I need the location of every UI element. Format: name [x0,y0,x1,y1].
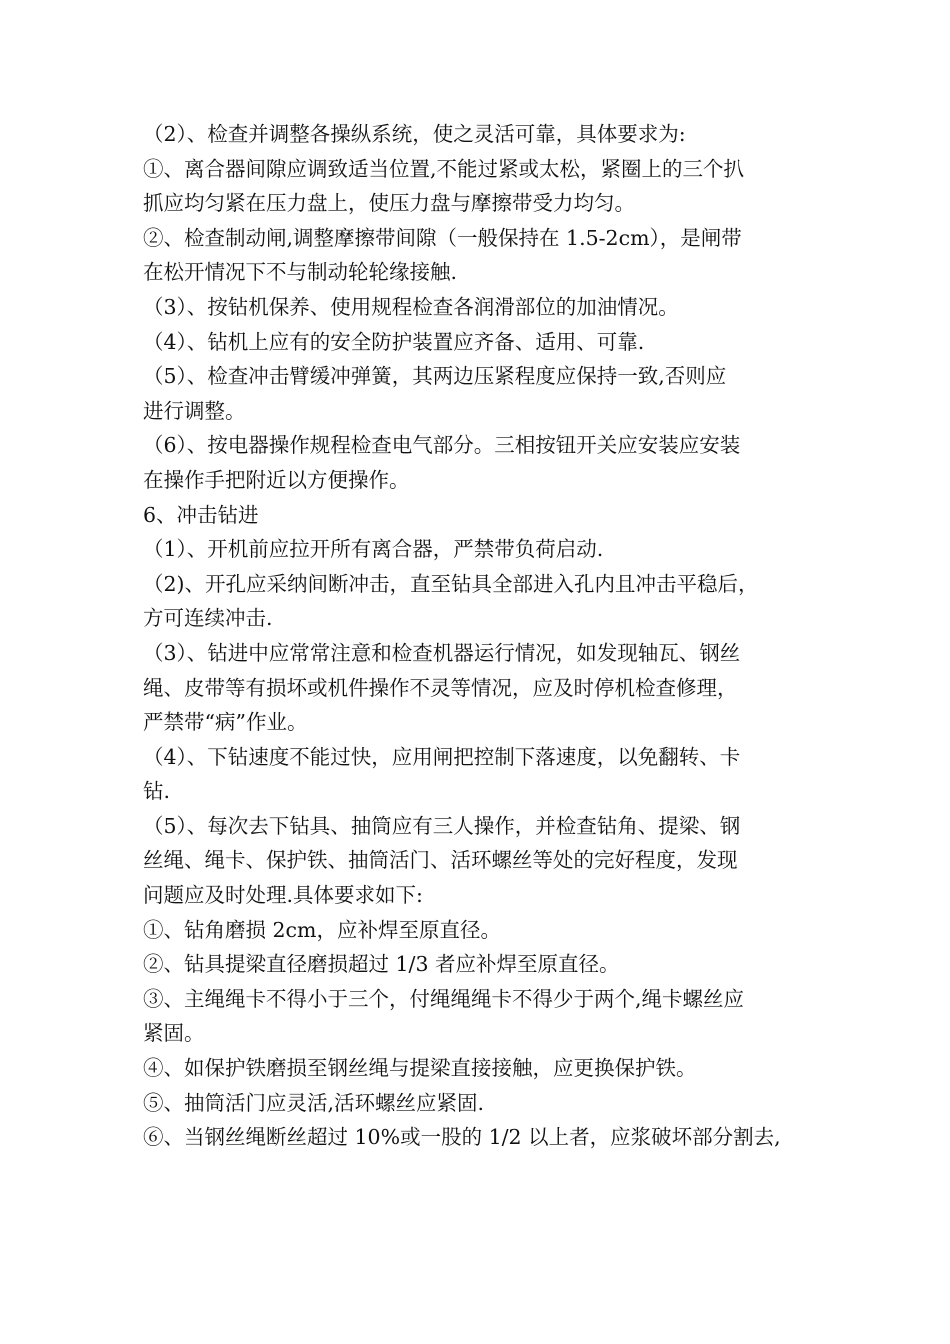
text-line: （1）、开机前应拉开所有离合器，严禁带负荷启动. [143,537,604,562]
text-line: ⑤、抽筒活门应灵活,活环螺丝应紧固. [143,1090,485,1115]
text-line: （6）、按电器操作规程检查电气部分。三相按钮开关应安装应安装 [143,433,741,458]
text-line: ①、离合器间隙应调致适当位置,不能过紧或太松，紧圈上的三个扒 [143,156,745,181]
text-line: 方可连续冲击. [143,606,273,631]
text-line: （3）、钻进中应常常注意和检查机器运行情况，如发现轴瓦、钢丝 [143,640,741,665]
text-line: 丝绳、绳卡、保护铁、抽筒活门、活环螺丝等处的完好程度，发现 [143,848,738,873]
section-heading: 6、冲击钻进 [143,502,259,527]
text-line: 钻. [143,779,171,804]
text-line: （4）、下钻速度不能过快，应用闸把控制下落速度，以免翻转、卡 [143,744,741,769]
text-line: 严禁带“病”作业。 [143,710,308,735]
text-line: 在松开情况下不与制动轮轮缘接触. [143,260,458,285]
text-line: ②、检查制动闸,调整摩擦带间隙（一般保持在 1.5-2cm），是闸带 [143,225,742,250]
text-line: ③、主绳绳卡不得小于三个，付绳绳绳卡不得少于两个,绳卡螺丝应 [143,986,745,1011]
document-page [143,117,823,1155]
text-line: （5）、每次去下钻具、抽筒应有三人操作，并检查钻角、提梁、钢 [143,813,741,838]
text-line: 紧固。 [143,1021,205,1046]
text-line: 问题应及时处理.具体要求如下: [143,883,423,908]
text-line: ②、钻具提梁直径磨损超过 1/3 者应补焊至原直径。 [143,952,620,977]
text-line: 在操作手把附近以方便操作。 [143,467,410,492]
text-line: 绳、皮带等有损坏或机件操作不灵等情况，应及时停机检查修理， [143,675,738,700]
text-line: 进行调整。 [143,398,246,423]
text-line: 抓应均匀紧在压力盘上，使压力盘与摩擦带受力均匀。 [143,191,635,216]
text-line: ⑥、当钢丝绳断丝超过 10%或一股的 1/2 以上者，应浆破坏部分割去, [143,1125,781,1150]
text-line: ①、钻角磨损 2cm，应补焊至原直径。 [143,917,501,942]
text-line: （2)、开孔应采纳间断冲击，直至钻具全部进入孔内且冲击平稳后， [143,571,759,596]
text-line: （2）、检查并调整各操纵系统，使之灵活可靠，具体要求为: [143,122,686,146]
text-line: （5）、检查冲击臂缓冲弹簧，其两边压紧程度应保持一致,否则应 [143,364,727,389]
text-line: （4）、钻机上应有的安全防护装置应齐备、适用、可靠. [143,329,645,354]
text-line: （3）、按钻机保养、使用规程检查各润滑部位的加油情况。 [143,294,679,319]
text-line: ④、如保护铁磨损至钢丝绳与提梁直接接触，应更换保护铁。 [143,1056,697,1081]
